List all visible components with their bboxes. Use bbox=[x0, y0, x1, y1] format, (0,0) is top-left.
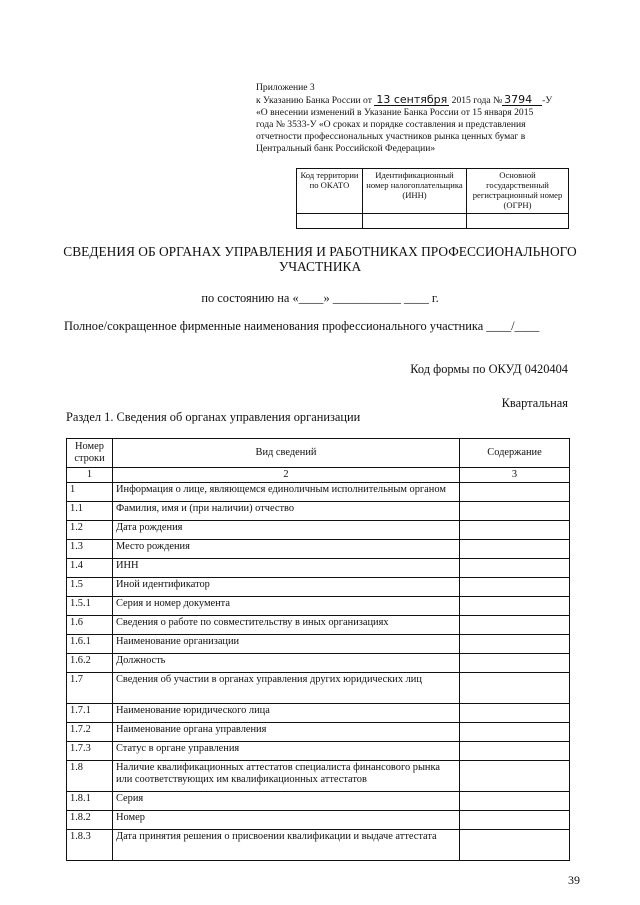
row-content-cell[interactable] bbox=[460, 811, 570, 830]
row-number-cell: 1.6.2 bbox=[67, 654, 113, 673]
ogrn-header: Основной государственный регистрационный номер (ОГРН) bbox=[467, 169, 569, 214]
row-info-cell: Наличие квалификационных аттестатов специалиста финансового рынка или соответствующих им квалификационных аттестатов bbox=[113, 761, 460, 792]
row-content-cell[interactable] bbox=[460, 578, 570, 597]
row-number-cell: 1.8.3 bbox=[67, 830, 113, 861]
okato-header: Код территории по ОКАТО bbox=[297, 169, 363, 214]
table-row bbox=[67, 635, 570, 654]
row-content-cell[interactable] bbox=[460, 559, 570, 578]
row-info-cell: Информация о лице, являющемся единоличным исполнительным органом bbox=[113, 483, 460, 502]
row-content-cell[interactable] bbox=[460, 540, 570, 559]
row-number-cell: 1.5 bbox=[67, 578, 113, 597]
document-title: СВЕДЕНИЯ ОБ ОРГАНАХ УПРАВЛЕНИЯ И РАБОТНИКАХ ПРОФЕССИОНАЛЬНОГО УЧАСТНИКА bbox=[63, 244, 577, 274]
row-content-cell[interactable] bbox=[460, 723, 570, 742]
as-of-date-line: по состоянию на «____» ___________ ____ г. bbox=[201, 291, 439, 305]
table-row bbox=[67, 540, 570, 559]
ogrn-value-cell[interactable] bbox=[467, 214, 569, 229]
row-number-cell: 1.6.1 bbox=[67, 635, 113, 654]
inn-value-cell[interactable] bbox=[363, 214, 467, 229]
inn-header: Идентификационный номер налогоплательщика (ИНН) bbox=[363, 169, 467, 214]
appendix-line-1: Приложение 3 bbox=[256, 82, 315, 93]
table-row bbox=[67, 502, 570, 521]
row-info-cell: Должность bbox=[113, 654, 460, 673]
appendix-line-2-mid: 2015 года № bbox=[451, 95, 503, 106]
row-number-cell: 1.8.1 bbox=[67, 792, 113, 811]
table-row bbox=[67, 723, 570, 742]
handwritten-date: 13 сентября bbox=[376, 93, 448, 106]
table-row bbox=[67, 616, 570, 635]
table-row bbox=[67, 521, 570, 540]
row-content-cell[interactable] bbox=[460, 502, 570, 521]
row-info-cell: Дата рождения bbox=[113, 521, 460, 540]
handwritten-number: 3794 bbox=[502, 94, 542, 106]
row-number-cell: 1.5.1 bbox=[67, 597, 113, 616]
row-info-cell: Наименование органа управления bbox=[113, 723, 460, 742]
row-number-cell: 1.7.2 bbox=[67, 723, 113, 742]
row-number-cell: 1.7.1 bbox=[67, 704, 113, 723]
row-content-cell[interactable] bbox=[460, 483, 570, 502]
row-content-cell[interactable] bbox=[460, 597, 570, 616]
appendix-line-2-prefix: к Указанию Банка России от bbox=[256, 95, 372, 106]
row-info-cell: Статус в органе управления bbox=[113, 742, 460, 761]
table-header-row bbox=[67, 439, 570, 468]
row-info-cell: Серия и номер документа bbox=[113, 597, 460, 616]
row-info-cell: Номер bbox=[113, 811, 460, 830]
row-number-cell: 1.3 bbox=[67, 540, 113, 559]
row-content-cell[interactable] bbox=[460, 635, 570, 654]
index-col-2: 2 bbox=[113, 468, 460, 483]
row-content-cell[interactable] bbox=[460, 742, 570, 761]
codes-table bbox=[296, 168, 569, 229]
index-col-1: 1 bbox=[67, 468, 113, 483]
row-info-cell: Сведения об участии в органах управления других юридических лиц bbox=[113, 673, 460, 704]
appendix-line-2 bbox=[256, 94, 576, 107]
row-content-cell[interactable] bbox=[460, 654, 570, 673]
row-number-cell: 1.7 bbox=[67, 673, 113, 704]
table-row bbox=[67, 830, 570, 861]
participant-name-line: Полное/сокращенное фирменные наименования профессионального участника ____/____ bbox=[64, 319, 540, 333]
okato-value-cell[interactable] bbox=[297, 214, 363, 229]
row-number-cell: 1.8 bbox=[67, 761, 113, 792]
row-number-cell: 1.2 bbox=[67, 521, 113, 540]
row-number-cell: 1.6 bbox=[67, 616, 113, 635]
row-content-cell[interactable] bbox=[460, 792, 570, 811]
page-number: 39 bbox=[568, 873, 580, 887]
appendix-header bbox=[256, 82, 576, 155]
header-row-number: Номер строки bbox=[67, 439, 113, 468]
header-content: Содержание bbox=[460, 439, 570, 468]
index-col-3: 3 bbox=[460, 468, 570, 483]
row-content-cell[interactable] bbox=[460, 521, 570, 540]
row-number-cell: 1.1 bbox=[67, 502, 113, 521]
management-bodies-table bbox=[66, 438, 570, 861]
report-period: Квартальная bbox=[501, 396, 568, 410]
header-info-type: Вид сведений bbox=[113, 439, 460, 468]
row-content-cell[interactable] bbox=[460, 830, 570, 861]
row-info-cell: ИНН bbox=[113, 559, 460, 578]
table-row bbox=[67, 761, 570, 792]
appendix-line-3: «О внесении изменений в Указание Банка России от 15 января 2015 bbox=[256, 107, 534, 118]
row-info-cell: Наименование юридического лица bbox=[113, 704, 460, 723]
row-info-cell: Дата принятия решения о присвоении квалификации и выдаче аттестата bbox=[113, 830, 460, 861]
row-number-cell: 1.4 bbox=[67, 559, 113, 578]
row-info-cell: Серия bbox=[113, 792, 460, 811]
row-content-cell[interactable] bbox=[460, 673, 570, 704]
row-info-cell: Фамилия, имя и (при наличии) отчество bbox=[113, 502, 460, 521]
row-info-cell: Наименование организации bbox=[113, 635, 460, 654]
okud-code: Код формы по ОКУД 0420404 bbox=[410, 362, 568, 376]
row-content-cell[interactable] bbox=[460, 761, 570, 792]
table-row bbox=[67, 792, 570, 811]
row-info-cell: Место рождения bbox=[113, 540, 460, 559]
table-row bbox=[67, 559, 570, 578]
section-title: Раздел 1. Сведения об органах управления организации bbox=[66, 410, 361, 424]
table-row bbox=[67, 483, 570, 502]
appendix-line-2-suffix: -У bbox=[542, 95, 553, 106]
table-row bbox=[67, 597, 570, 616]
row-number-cell: 1.7.3 bbox=[67, 742, 113, 761]
table-row bbox=[67, 742, 570, 761]
row-content-cell[interactable] bbox=[460, 704, 570, 723]
table-row bbox=[67, 673, 570, 704]
table-row bbox=[67, 811, 570, 830]
appendix-line-4: года № 3533-У «О сроках и порядке составления и представления bbox=[256, 119, 526, 130]
table-row bbox=[67, 654, 570, 673]
row-number-cell: 1 bbox=[67, 483, 113, 502]
table-index-row bbox=[67, 468, 570, 483]
table-row bbox=[67, 704, 570, 723]
table-row bbox=[67, 578, 570, 597]
row-number-cell: 1.8.2 bbox=[67, 811, 113, 830]
row-info-cell: Иной идентификатор bbox=[113, 578, 460, 597]
row-content-cell[interactable] bbox=[460, 616, 570, 635]
appendix-line-5: отчетности профессиональных участников рынка ценных бумаг в bbox=[256, 131, 526, 142]
row-info-cell: Сведения о работе по совместительству в иных организациях bbox=[113, 616, 460, 635]
appendix-line-6: Центральный банк Российской Федерации» bbox=[256, 143, 436, 154]
